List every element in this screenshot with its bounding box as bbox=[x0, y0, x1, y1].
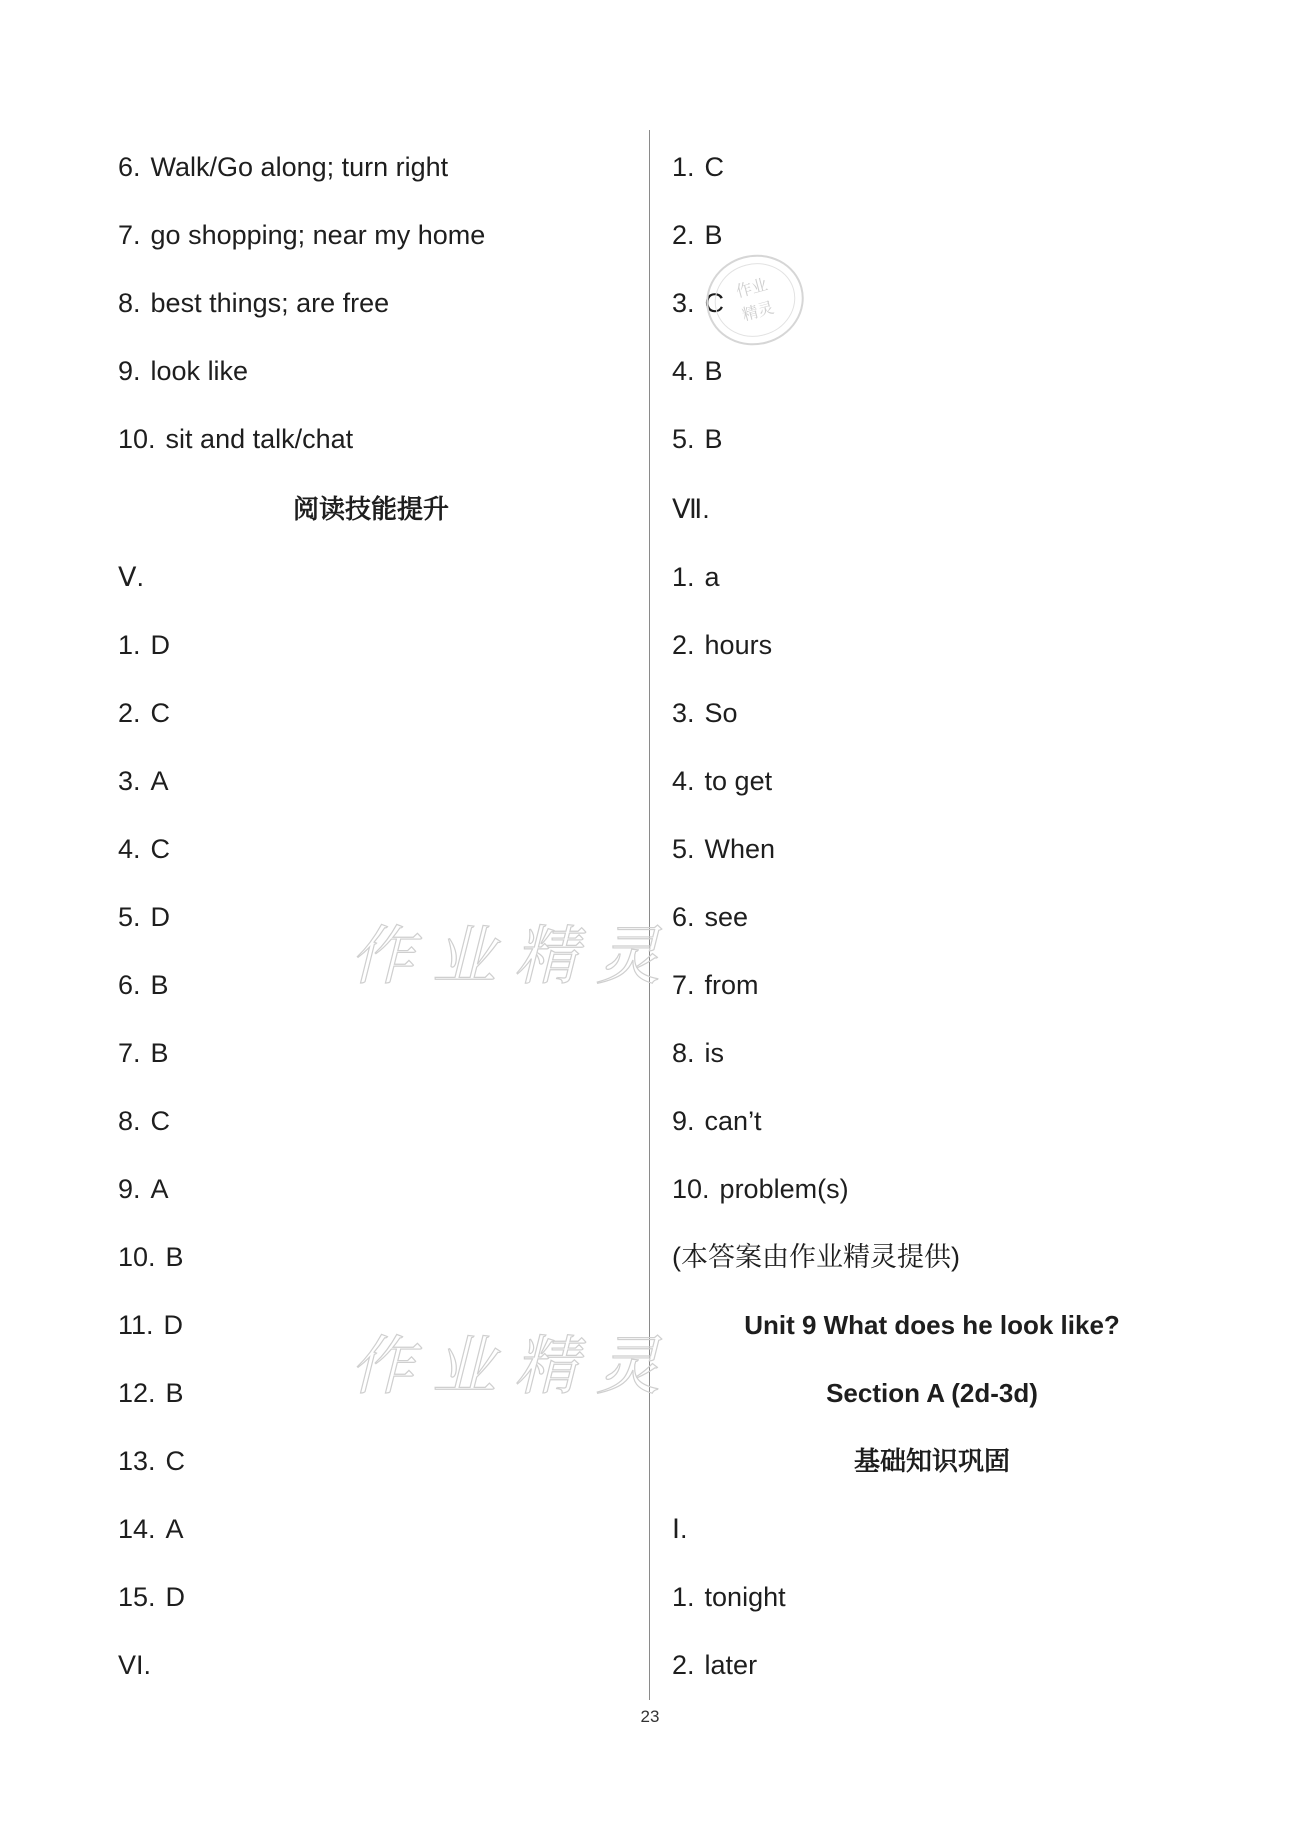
answer-line: 5. B bbox=[672, 424, 723, 454]
answer-line: 3. A bbox=[118, 766, 169, 796]
answer-line: 7. from bbox=[672, 970, 759, 1000]
answer-line: 2. later bbox=[672, 1650, 758, 1680]
answer-line: 2. C bbox=[118, 698, 171, 728]
svg-text:作业: 作业 bbox=[733, 274, 770, 302]
answer-line: 9. can’t bbox=[672, 1106, 762, 1136]
answer-line: 6. Walk/Go along; turn right bbox=[118, 152, 449, 182]
section-label: Ⅴ. bbox=[118, 562, 144, 592]
answer-line: 12. B bbox=[118, 1378, 184, 1408]
watermark-stamp-icon bbox=[700, 245, 810, 355]
answer-line: 9. look like bbox=[118, 356, 249, 386]
answer-line: 6. see bbox=[672, 902, 749, 932]
svg-text:精灵: 精灵 bbox=[740, 297, 776, 325]
reading-skills-heading: 阅读技能提升 bbox=[293, 494, 450, 524]
answer-line: 9. A bbox=[118, 1174, 169, 1204]
answer-line: 2. B bbox=[672, 220, 723, 250]
answer-line: 6. B bbox=[118, 970, 169, 1000]
basics-heading: 基础知识巩固 bbox=[853, 1446, 1010, 1476]
watermark: 作业精灵 bbox=[350, 920, 678, 994]
answer-line: 8. C bbox=[118, 1106, 171, 1136]
section-label: Ⅰ. bbox=[672, 1514, 688, 1544]
section-label: VI. bbox=[118, 1650, 152, 1680]
answer-line: 8. is bbox=[672, 1038, 725, 1068]
watermark: 作业精灵 bbox=[350, 1330, 678, 1404]
section-title: Section A (2d-3d) bbox=[826, 1378, 1038, 1408]
answer-line: 10. problem(s) bbox=[672, 1174, 849, 1204]
answer-line: 4. C bbox=[118, 834, 171, 864]
answer-line: 10. B bbox=[118, 1242, 184, 1272]
answer-line: 13. C bbox=[118, 1446, 186, 1476]
answer-line: 1. a bbox=[672, 562, 720, 592]
answer-line: 15. D bbox=[118, 1582, 186, 1612]
answer-line: 1. D bbox=[118, 630, 171, 660]
answer-line: 8. best things; are free bbox=[118, 288, 390, 318]
answer-line: 1. tonight bbox=[672, 1582, 786, 1612]
answer-line: 3. So bbox=[672, 698, 738, 728]
answer-line: 7. go shopping; near my home bbox=[118, 220, 486, 250]
answer-line: 3. C bbox=[672, 288, 725, 318]
page-number: 23 bbox=[640, 1707, 660, 1726]
answer-line: 1. C bbox=[672, 152, 725, 182]
answer-line: 5. When bbox=[672, 834, 776, 864]
answer-line: 5. D bbox=[118, 902, 171, 932]
answer-line: 10. sit and talk/chat bbox=[118, 424, 354, 454]
answer-line: 7. B bbox=[118, 1038, 169, 1068]
credit-note: (本答案由作业精灵提供) bbox=[672, 1242, 960, 1272]
answer-line: 4. to get bbox=[672, 766, 773, 796]
answer-line: 4. B bbox=[672, 356, 723, 386]
answer-line: 11. D bbox=[118, 1310, 184, 1340]
answer-line: 2. hours bbox=[672, 630, 773, 660]
answer-line: 14. A bbox=[118, 1514, 184, 1544]
unit-title: Unit 9 What does he look like? bbox=[744, 1310, 1120, 1340]
section-label: Ⅶ. bbox=[672, 494, 710, 524]
